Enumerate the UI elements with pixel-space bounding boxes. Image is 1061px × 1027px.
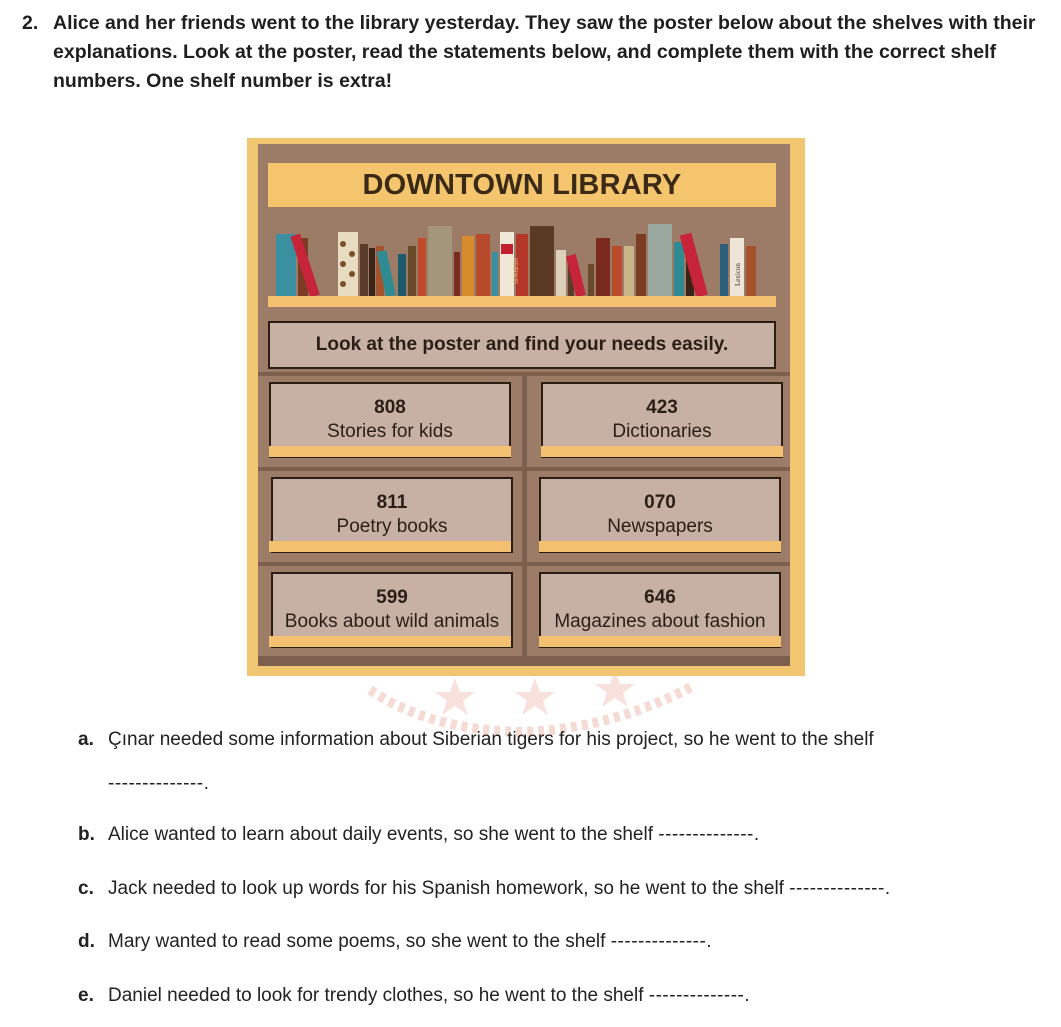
statement-letter: e. [78, 985, 94, 1006]
question-text: Alice and her friends went to the library yesterday. They saw the poster below about the shelves with their explanations. Look at the poster, read the statements below, and complete them with the correct shelf numbers. One shelf number is extra! [53, 12, 1036, 92]
statement-text: Daniel needed to look for trendy clothes, so he went to the shelf [108, 985, 644, 1006]
divider [522, 376, 527, 656]
shelf-board [541, 446, 783, 457]
question-heading [22, 9, 1052, 96]
spine-label-lexicon: Lexicon [734, 263, 742, 286]
statement-d [78, 930, 712, 954]
top-shelf-board [268, 296, 776, 307]
statement-text: Jack needed to look up words for his Spanish homework, so he went to the shelf [108, 878, 784, 899]
shelf-label: Magazines about fashion [554, 611, 766, 632]
shelf-label: Newspapers [607, 516, 713, 537]
shelf-board [269, 636, 511, 647]
shelf-code: 808 [374, 397, 406, 418]
answer-blank-a[interactable] [108, 772, 209, 796]
poster-tagline: Look at the poster and find your needs easily. [268, 321, 776, 369]
answer-blank[interactable]: --------------. [648, 985, 751, 1006]
shelf-board [539, 541, 781, 552]
shelf-code: 070 [644, 492, 676, 513]
statement-letter: c. [78, 878, 94, 899]
poster-title: DOWNTOWN LIBRARY [268, 163, 776, 207]
divider [258, 656, 790, 666]
library-poster [247, 138, 805, 676]
shelf-label: Poetry books [336, 516, 448, 537]
poster-board [258, 144, 790, 666]
shelf-board [269, 541, 511, 552]
shelf-code: 423 [646, 397, 678, 418]
statement-text: Mary wanted to read some poems, so she went to the shelf [108, 931, 606, 952]
statement-letter: a. [78, 729, 94, 750]
statement-text: Alice wanted to learn about daily events, so she went to the shelf [108, 824, 653, 845]
statement-letter: b. [78, 824, 95, 845]
statement-a [78, 728, 978, 752]
answer-blank[interactable]: --------------. [108, 773, 210, 794]
bookshelf-books-illustration [268, 224, 776, 304]
statement-b [78, 823, 760, 847]
statement-e [78, 984, 750, 1008]
shelf-label: Dictionaries [612, 421, 712, 442]
shelf-code: 599 [376, 587, 408, 608]
answer-blank[interactable]: --------------. [658, 824, 760, 845]
shelf-board [539, 636, 781, 647]
shelf-code: 646 [644, 587, 676, 608]
question-number: 2. [22, 12, 39, 34]
statement-text: Çınar needed some information about Siberian tigers for his project, so he went to the shelf [108, 729, 874, 750]
spine-label-spanish: SPANISH [514, 258, 520, 284]
shelf-label: Stories for kids [327, 421, 453, 442]
answer-blank[interactable]: --------------. [789, 878, 891, 899]
shelf-board [269, 446, 511, 457]
shelf-label: Books about wild animals [284, 611, 500, 632]
statement-letter: d. [78, 931, 95, 952]
statement-c [78, 877, 891, 901]
answer-blank[interactable]: --------------. [610, 931, 713, 952]
shelf-code: 811 [376, 492, 408, 513]
